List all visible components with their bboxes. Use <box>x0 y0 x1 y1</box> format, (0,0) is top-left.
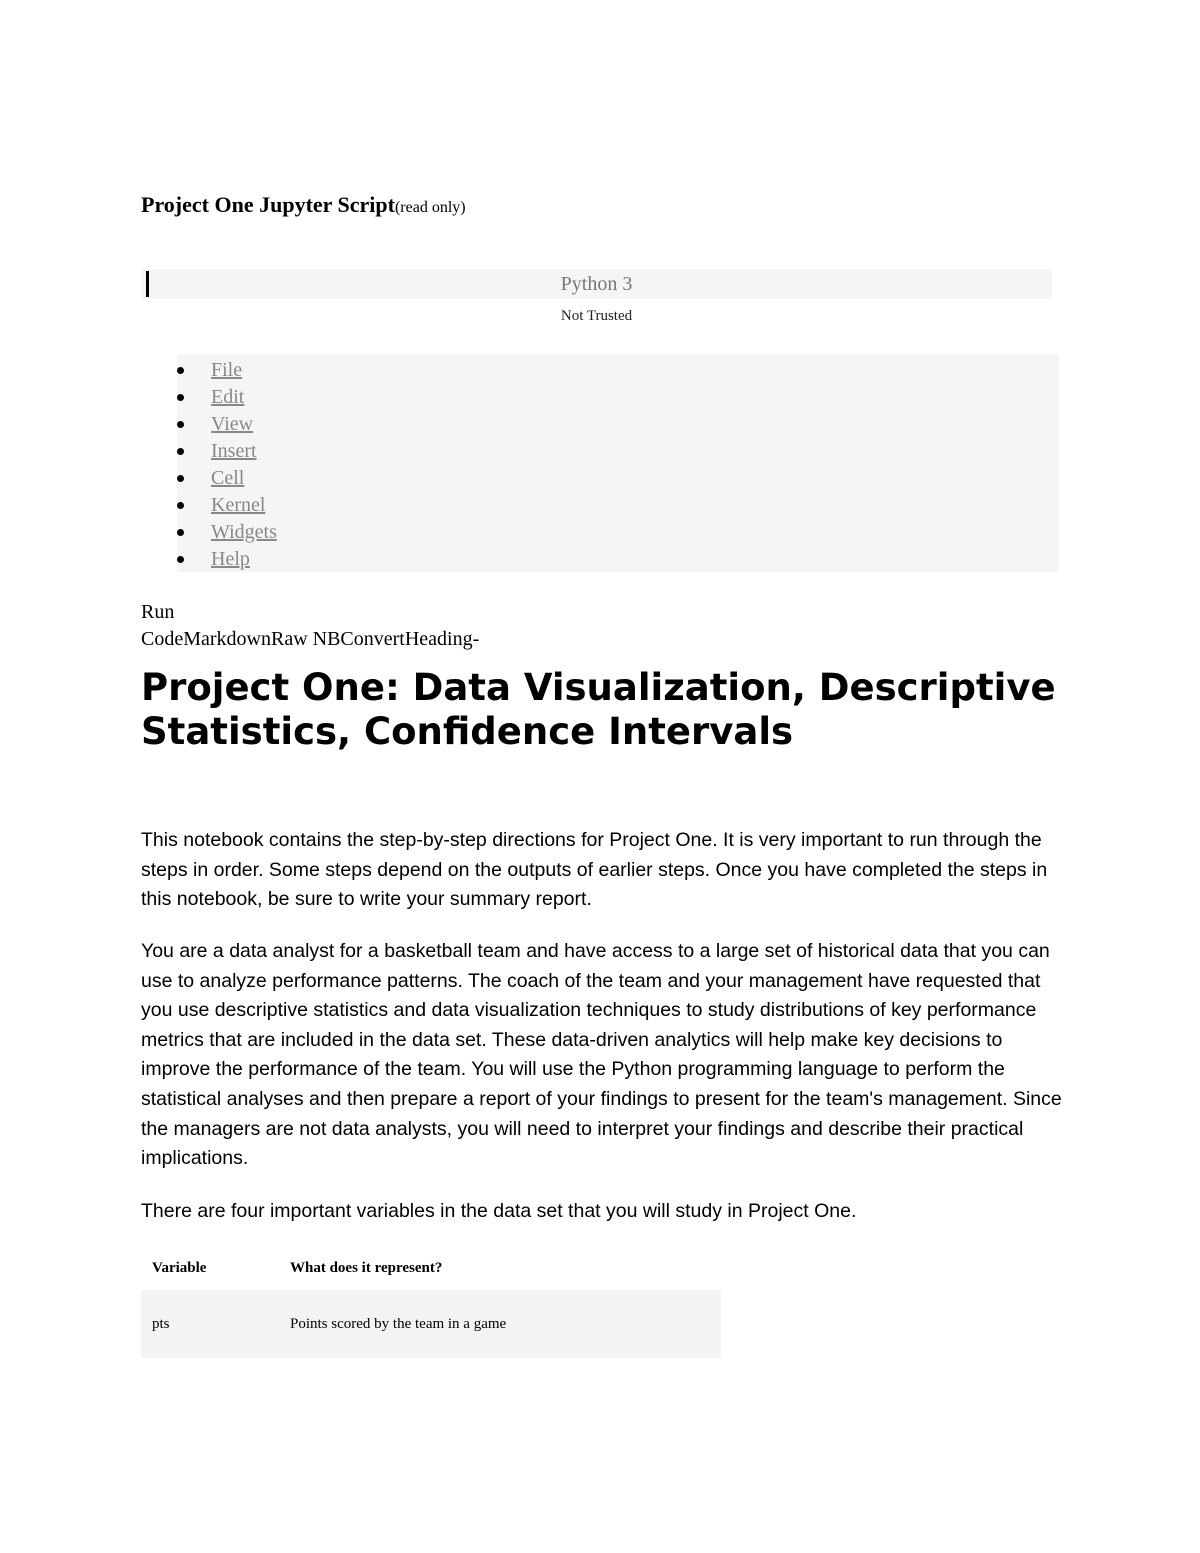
menu-list <box>177 354 1059 573</box>
read-only-indicator: (read only) <box>394 199 466 216</box>
bullet-icon <box>177 367 184 374</box>
menu-item-cell[interactable] <box>177 465 1059 492</box>
bullet-icon <box>177 502 184 509</box>
variables-table <box>141 1246 721 1358</box>
menu-link-insert[interactable]: Insert <box>211 440 257 462</box>
menu-link-kernel[interactable]: Kernel <box>211 494 266 516</box>
table-row <box>141 1290 721 1358</box>
bullet-icon <box>177 448 184 455</box>
run-button[interactable]: Run <box>141 601 175 623</box>
notebook-name: Project One Jupyter Script <box>141 192 395 217</box>
scenario-paragraph: You are a data analyst for a basketball team and have access to a large set of historical data that you can use to analyze performance patterns. The coach of the team and your management have requested that you use descriptive statistics and data visualization techniques to study distributions of key performance metrics that are included in the data set. These data-driven analytics will help make key decisions to improve the performance of the team. You will use the Python programming language to perform the statistical analyses and then prepare a report of your findings to present for the team's management. Since the managers are not data analysts, you will need to interpret your findings and describe their practical implications. <box>141 940 1062 1170</box>
trust-status[interactable]: Not Trusted <box>560 308 633 324</box>
column-header-variable: Variable <box>152 1259 207 1276</box>
menu-item-edit[interactable] <box>177 384 1059 411</box>
bullet-icon <box>177 475 184 482</box>
menu-item-file[interactable] <box>177 357 1059 384</box>
bullet-icon <box>177 556 184 563</box>
menu-item-kernel[interactable] <box>177 492 1059 519</box>
bullet-icon <box>177 421 184 428</box>
kernel-name[interactable]: Python 3 <box>560 273 633 295</box>
menu-link-help[interactable]: Help <box>211 548 250 570</box>
menu-bar <box>177 354 1059 572</box>
table-cell-variable: pts <box>141 1290 279 1358</box>
menu-link-file[interactable]: File <box>211 359 243 381</box>
menu-link-widgets[interactable]: Widgets <box>211 521 277 543</box>
variables-intro-paragraph: There are four important variables in the data set that you will study in Project One. <box>141 1200 857 1222</box>
table-header-row <box>141 1246 721 1290</box>
cell-type-select[interactable]: CodeMarkdownRaw NBConvertHeading- <box>141 628 480 650</box>
menu-link-view[interactable]: View <box>211 413 254 435</box>
menu-item-help[interactable] <box>177 546 1059 573</box>
menu-link-cell[interactable]: Cell <box>211 467 245 489</box>
menu-link-edit[interactable]: Edit <box>211 386 245 408</box>
bullet-icon <box>177 394 184 401</box>
menu-item-insert[interactable] <box>177 438 1059 465</box>
menu-item-widgets[interactable] <box>177 519 1059 546</box>
menu-item-view[interactable] <box>177 411 1059 438</box>
page-title <box>141 192 466 218</box>
column-header-meaning: What does it represent? <box>290 1259 443 1276</box>
notebook-heading: Project One: Data Visualization, Descriptive Statistics, Confidence Intervals <box>141 666 1056 753</box>
bullet-icon <box>177 529 184 536</box>
table-cell-meaning: Points scored by the team in a game <box>279 1290 721 1358</box>
intro-paragraph: This notebook contains the step-by-step directions for Project One. It is very important to run through the steps in order. Some steps depend on the outputs of earlier steps. Once you have completed the steps in this notebook, be sure to write your summary report. <box>141 829 1048 911</box>
